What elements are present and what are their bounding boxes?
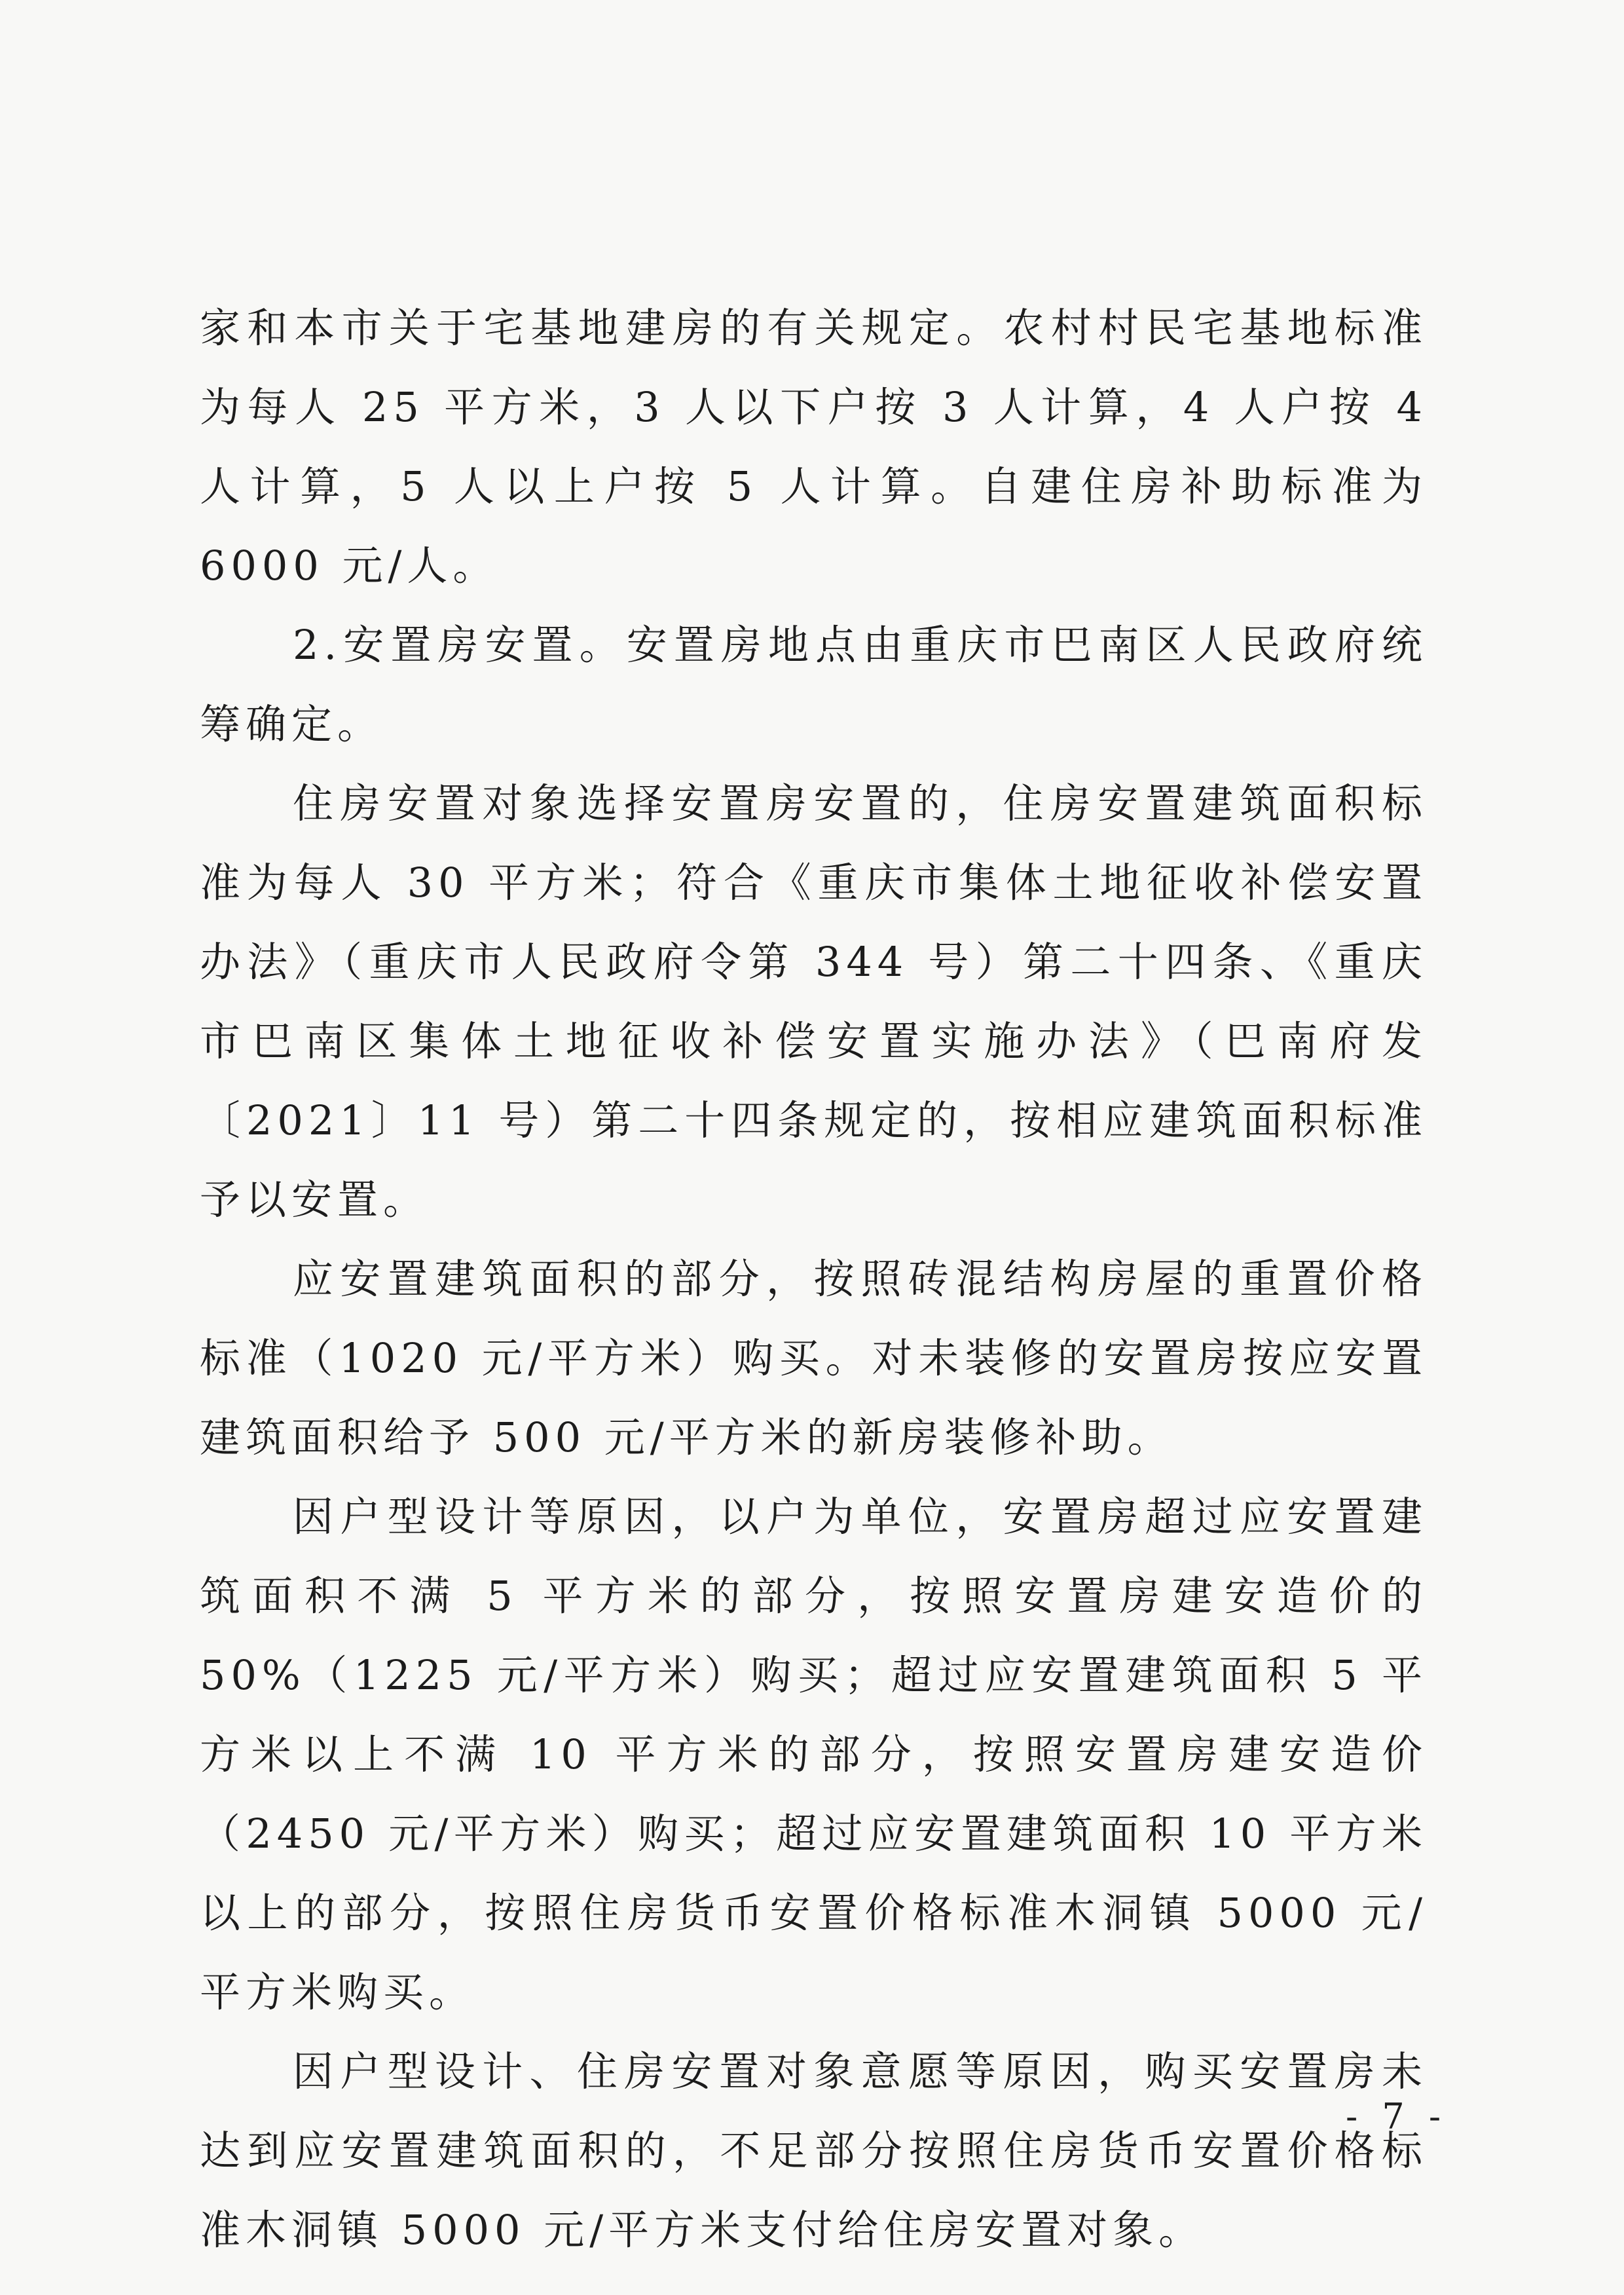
paragraph-2: 2.安置房安置。安置房地点由重庆市巴南区人民政府统筹确定。 bbox=[200, 621, 1428, 748]
document-body bbox=[200, 288, 1428, 2269]
page-number: - 7 - bbox=[1346, 2096, 1448, 2137]
paragraph-4: 应安置建筑面积的部分，按照砖混结构房屋的重置价格标准（1020 元/平方米）购买。对未装修的安置房按应安置建筑面积给予 500 元/平方米的新房装修补助。 bbox=[200, 1255, 1428, 1461]
paragraph-6: 因户型设计、住房安置对象意愿等原因，购买安置房未达到应安置建筑面积的，不足部分按照住房货币安置价格标准木洞镇 5000 元/平方米支付给住房安置对象。 bbox=[200, 2047, 1428, 2254]
paragraph-3: 住房安置对象选择安置房安置的，住房安置建筑面积标准为每人 30 平方米；符合《重庆市集体土地征收补偿安置办法》（重庆市人民政府令第 344 号）第二十四条、《重庆市巴南区集体土地征收补偿安置实施办法》（巴南府发〔2021〕11 号）第二十四条规定的，按相应建筑面积标准予以安置。 bbox=[200, 779, 1428, 1223]
paragraph-1: 家和本市关于宅基地建房的有关规定。农村村民宅基地标准为每人 25 平方米，3 人以下户按 3 人计算，4 人户按 4 人计算，5 人以上户按 5 人计算。自建住房补助标准为 6000 元/人。 bbox=[200, 304, 1428, 589]
paragraph-5: 因户型设计等原因，以户为单位，安置房超过应安置建筑面积不满 5 平方米的部分，按照安置房建安造价的 50%（1225 元/平方米）购买；超过应安置建筑面积 5 平方米以上不满 10 平方米的部分，按照安置房建安造价（2450 元/平方米）购买；超过应安置建筑面积 10 平方米以上的部分，按照住房货币安置价格标准木洞镇 5000 元/平方米购买。 bbox=[200, 1493, 1428, 2016]
